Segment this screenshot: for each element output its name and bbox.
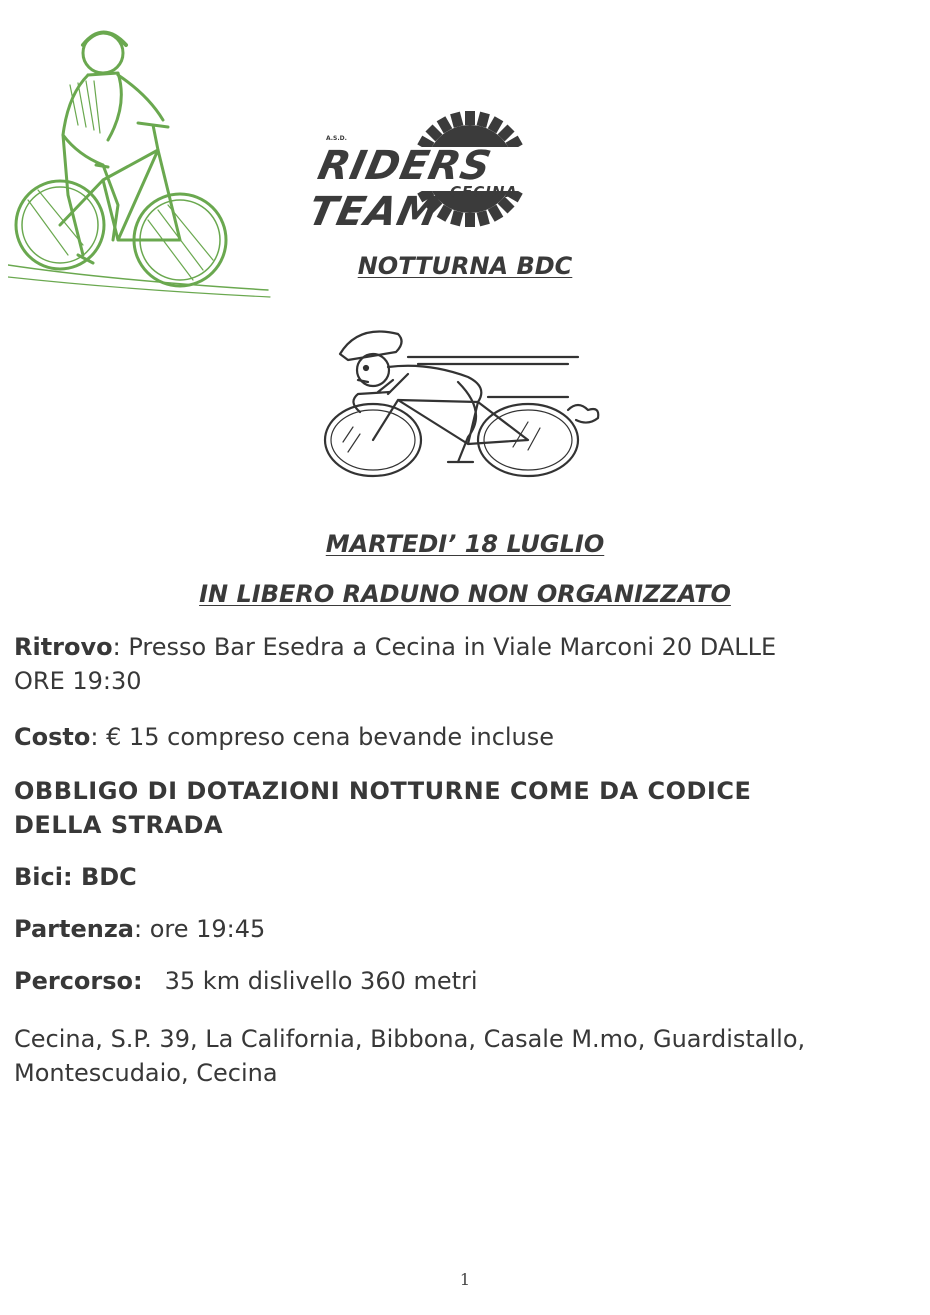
logo-name-text: RIDERS TEAM [304,143,496,235]
event-title: NOTTURNA BDC [357,252,573,280]
bici-line [14,860,137,894]
costo-line [14,720,554,754]
obbligo-line-2: DELLA STRADA [14,811,224,839]
logo-city-text: CECINA [450,183,519,201]
event-subtitle: IN LIBERO RADUNO NON ORGANIZZATO [199,580,731,608]
partenza-value: : ore 19:45 [133,915,266,943]
page-number: 1 [459,1270,471,1289]
riders-team-logo [300,105,630,235]
costo-label: Costo [14,723,91,751]
ritrovo-label: Ritrovo [14,633,113,661]
road-cyclist-cartoon-icon [318,322,618,487]
route-line-1: Cecina, S.P. 39, La California, Bibbona, Casale M.mo, Guardistallo, [14,1025,806,1053]
percorso-line [14,964,478,998]
logo-asd-text: A.S.D. [326,135,347,142]
costo-value: : € 15 compreso cena bevande incluse [90,723,555,751]
ritrovo-line-2: ORE 19:30 [14,667,142,695]
partenza-line [14,912,265,946]
bici-label: Bici: [14,863,81,891]
bici-value: BDC [80,863,137,891]
obbligo-line-1: OBBLIGO DI DOTAZIONI NOTTURNE COME DA CODICE [14,777,752,805]
ritrovo-value: : Presso Bar Esedra a Cecina in Viale Marconi 20 DALLE [112,633,777,661]
percorso-value: 35 km dislivello 360 metri [164,967,478,995]
ritrovo-line [14,630,776,664]
percorso-label: Percorso: [14,967,143,995]
event-date: MARTEDI’ 18 LUGLIO [325,530,605,558]
route-line-2: Montescudaio, Cecina [14,1059,278,1087]
partenza-label: Partenza [14,915,134,943]
